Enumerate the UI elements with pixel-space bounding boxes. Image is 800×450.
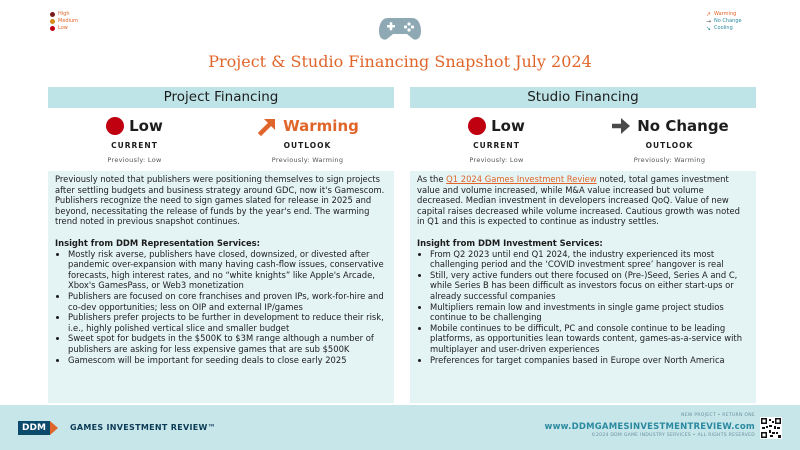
project-financing-header: Project Financing (48, 87, 394, 108)
intro-suffix: noted, total games investment value and volume increased, while M&A value increased but volume decreased. Median investment in developers increased QoQ. Value of new capital raises decreased while volume increased. Cautious growth was noted in Q1 and this is expected to continue as industry settles. (417, 174, 740, 227)
intro-prefix: As the (417, 174, 447, 184)
studio-insight-list (417, 249, 749, 366)
footer (0, 405, 800, 450)
legend-label: Low (58, 25, 68, 31)
previous-status: Previously: Low (107, 156, 162, 164)
studio-insight-title: Insight from DDM Investment Services: (417, 237, 603, 248)
project-financing-panel (48, 87, 394, 403)
current-caption: CURRENT (473, 141, 520, 150)
studio-outlook-status (583, 108, 756, 171)
low-red-circle-icon (106, 117, 124, 135)
list-item: • Mostly risk averse, publishers have closed, downsized, or divested after pandemic over-expansion with many having cash-flow issues, conservative forecasts, high interest rates, and no “white knights” like Apple's Arcade, Xbox's GamesPass, or Web3 monetization (68, 249, 387, 291)
no-change-arrow-icon: → (706, 18, 712, 25)
medium-dot-icon (50, 19, 55, 24)
cooling-arrow-icon: ↘ (706, 25, 712, 32)
website-link[interactable]: www.DDMGAMESINVESTMENTREVIEW.com (544, 422, 755, 432)
list-item: • Sweet spot for budgets in the $500K to $3M range although a number of publishers are asking for less expensive games that are sub $500K (68, 333, 387, 354)
studio-intro (417, 174, 749, 227)
list-item: • Multipliers remain low and investments in single game project studios continue to be challenging (430, 302, 749, 323)
studio-body (410, 171, 756, 365)
studio-financing-header: Studio Financing (410, 87, 756, 108)
qr-code-icon[interactable] (760, 417, 782, 439)
studio-current-value: Low (491, 117, 525, 135)
legend-label: High (58, 11, 70, 17)
legend-left (50, 11, 78, 32)
project-intro: Previously noted that publishers were positioning themselves to sign projects after settling budgets and business strategy around GDC, now it's Gamescom. Publishers recognize the need to sign games slated for release in 2025 and beyond, necessitating the release of funds by the year's end. The warming trend noted in previous snapshot continues. (55, 174, 385, 227)
footer-tagline: NEW PROJECT • RETURN ONE (681, 413, 755, 418)
legend-item-low (50, 25, 78, 32)
ddm-logo (18, 421, 58, 435)
previous-status: Previously: Warming (271, 156, 344, 164)
project-insight-title: Insight from DDM Representation Services: (55, 237, 261, 248)
project-outlook-status (221, 108, 394, 171)
studio-status-area (410, 108, 756, 171)
legend-item-medium (50, 18, 78, 25)
legend-label: Warming (714, 11, 737, 17)
project-current-status (48, 108, 221, 171)
project-current-value: Low (129, 117, 163, 135)
legend-item-cooling (706, 25, 742, 32)
outlook-caption: OUTLOOK (645, 141, 694, 150)
q1-review-link[interactable]: Q1 2024 Games Investment Review (446, 174, 597, 184)
studio-current-status (410, 108, 583, 171)
list-item: • Still, very active funders out there focused on (Pre-)Seed, Series A and C, while Series B has been difficult as investors focus on either start-ups or already successful companies (430, 270, 749, 302)
copyright: ©2024 DDM GAME INDUSTRY SERVICES • ALL RIGHTS RESERVED (591, 433, 755, 438)
legend-item-high (50, 11, 78, 18)
project-status-area (48, 108, 394, 171)
legend-item-no-change (706, 18, 742, 25)
footer-right (545, 413, 755, 438)
high-dot-icon (50, 12, 55, 17)
list-item: • From Q2 2023 until end Q1 2024, the industry experienced its most challenging period and the ‘COVID investment spree’ hangover is real (430, 249, 749, 270)
ddm-logo-text: DDM (18, 421, 50, 435)
legend-label: Cooling (714, 25, 733, 31)
warming-arrow-icon: ↗ (706, 11, 712, 18)
project-body (48, 171, 394, 365)
current-caption: CURRENT (111, 141, 158, 150)
list-item: • Gamescom will be important for seeding deals to close early 2025 (68, 355, 387, 366)
no-change-arrow-icon (610, 115, 632, 137)
low-red-circle-icon (468, 117, 486, 135)
studio-outlook-value: No Change (637, 117, 729, 135)
list-item: • Preferences for target companies based in Europe over North America (430, 355, 749, 366)
previous-status: Previously: Low (469, 156, 524, 164)
legend-right (706, 11, 742, 32)
legend-label: Medium (58, 18, 78, 24)
list-item: • Publishers are focused on core franchises and proven IPs, work-for-hire and co-dev opportunities; less on OIP and external IP/games (68, 291, 387, 312)
project-insight-list (55, 249, 387, 366)
legend-label: No Change (714, 18, 742, 24)
low-dot-icon (50, 26, 55, 31)
game-controller-icon (378, 14, 422, 42)
previous-status: Previously: Warming (633, 156, 706, 164)
outlook-caption: OUTLOOK (283, 141, 332, 150)
list-item: • Mobile continues to be difficult, PC and console continue to be leading platforms, as opportunities lean towards content, games-as-a-service with multiplayer and user-driven experiences (430, 323, 749, 355)
ddm-logo-triangle-icon (50, 421, 58, 435)
legend-item-warming (706, 11, 742, 18)
project-outlook-value: Warming (283, 117, 359, 135)
studio-financing-panel (410, 87, 756, 403)
warming-arrow-icon (256, 115, 278, 137)
brand-name: GAMES INVESTMENT REVIEW™ (70, 423, 216, 432)
list-item: • Publishers prefer projects to be further in development to reduce their risk, i.e., highly polished vertical slice and smaller budget (68, 312, 387, 333)
page-title: Project & Studio Financing Snapshot July 2024 (208, 52, 592, 71)
